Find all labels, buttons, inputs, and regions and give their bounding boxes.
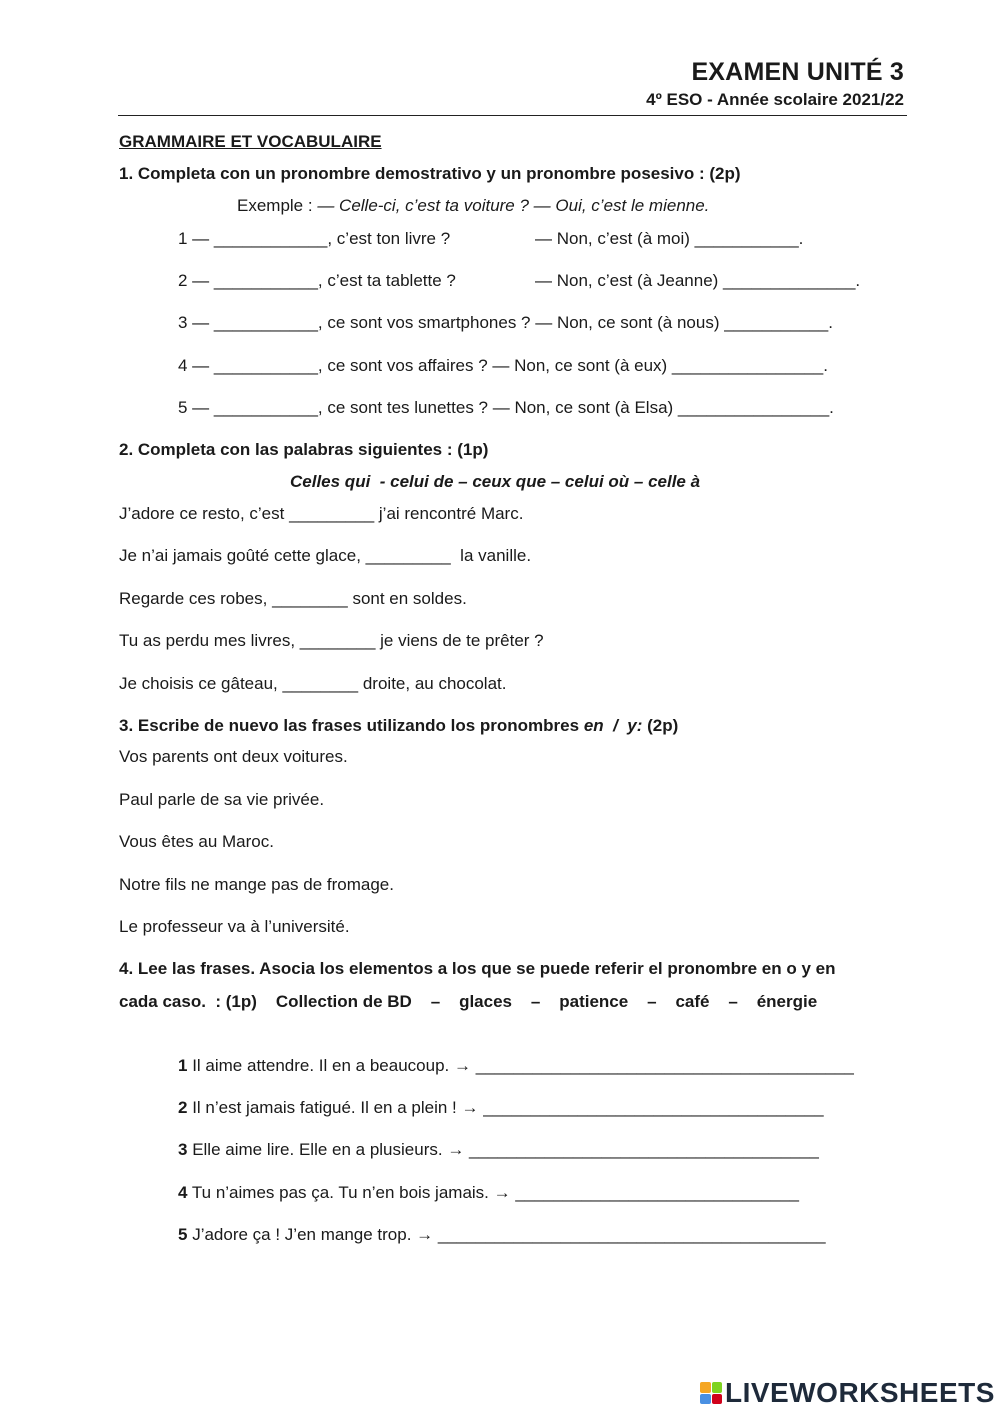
ex1-item-2-right[interactable]: — Non, c’est (à Jeanne) ______________. [535,271,861,290]
ex3-heading-pronouns: en / y: [583,716,643,735]
ex2-sentence-5[interactable]: Je choisis ce gâteau, ________ droite, au chocolat. [119,674,507,693]
arrow-right-icon: → [461,1098,479,1117]
logo-tile-4 [712,1394,723,1405]
ex2-sentence-1[interactable]: J’adore ce resto, c’est _________ j’ai rencontré Marc. [119,504,524,523]
ex4-item-4-blank[interactable]: ______________________________ [510,1183,799,1202]
ex1-heading: 1. Completa con un pronombre demostrativo y un pronombre posesivo : (2p) [119,164,741,183]
ex1-item-4[interactable]: 4 — ___________, ce sont vos affaires ? — Non, ce sont (à eux) ________________. [178,356,828,375]
ex3-sentence-2: Paul parle de sa vie privée. [119,790,325,809]
ex4-item-2[interactable] [178,1098,824,1118]
ex4-item-4-number: 4 [178,1183,188,1202]
ex1-example-label: Exemple : [237,196,318,215]
ex1-item-5[interactable]: 5 — ___________, ce sont tes lunettes ? — Non, ce sont (à Elsa) ________________. [178,398,834,417]
ex4-item-1-text: Il aime attendre. Il en a beaucoup. [187,1056,454,1075]
ex1-item-1-right[interactable]: — Non, c’est (à moi) ___________. [535,229,804,248]
arrow-right-icon: → [493,1183,511,1202]
ex4-item-1-number: 1 [178,1056,188,1075]
ex4-item-3[interactable] [178,1140,819,1160]
ex3-sentence-5: Le professeur va à l’université. [119,917,350,936]
ex3-heading-points: (2p) [642,716,679,735]
ex4-item-2-text: Il n’est jamais fatigué. Il en a plein ! [187,1098,462,1117]
ex2-sentence-2[interactable]: Je n’ai jamais goûté cette glace, _________ la vanille. [119,546,532,565]
ex4-item-3-text: Elle aime lire. Elle en a plusieurs. [187,1140,448,1159]
ex1-example-text: — Celle-ci, c’est ta voiture ? — Oui, c’est le mienne. [317,196,710,215]
arrow-right-icon: → [453,1056,471,1075]
logo-tile-1 [700,1382,711,1393]
ex4-item-4-text: Tu n’aimes pas ça. Tu n’en bois jamais. [187,1183,494,1202]
section-title: GRAMMAIRE ET VOCABULAIRE [119,132,382,151]
arrow-right-icon: → [416,1225,434,1244]
ex4-item-5-number: 5 [178,1225,188,1244]
ex2-word-bank: Celles qui - celui de – ceux que – celui où – celle à [290,472,701,491]
ex1-item-2-left[interactable]: 2 — ___________, c’est ta tablette ? [178,271,456,290]
ex3-sentence-1: Vos parents ont deux voitures. [119,747,348,766]
ex4-heading-line2: cada caso. : (1p) Collection de BD – glaces – patience – café – énergie [119,992,818,1011]
ex4-item-5[interactable] [178,1225,826,1245]
ex4-item-5-blank[interactable]: _________________________________________ [433,1225,826,1244]
ex4-item-1[interactable] [178,1056,854,1076]
ex4-item-4[interactable] [178,1183,799,1203]
liveworksheets-logo-text: LIVEWORKSHEETS [725,1377,995,1408]
header-divider [118,115,907,116]
ex4-item-2-blank[interactable]: ____________________________________ [478,1098,824,1117]
exam-subtitle: 4º ESO - Année scolaire 2021/22 [646,90,904,109]
ex3-heading [119,716,678,736]
ex4-item-1-blank[interactable]: ________________________________________ [470,1056,854,1075]
ex1-item-1-left[interactable]: 1 — ____________, c’est ton livre ? [178,229,451,248]
ex1-example [237,196,709,216]
arrow-right-icon: → [447,1140,465,1159]
ex2-sentence-3[interactable]: Regarde ces robes, ________ sont en soldes. [119,589,467,608]
liveworksheets-logo [700,1377,995,1409]
exam-title: EXAMEN UNITÉ 3 [691,58,904,86]
ex2-heading: 2. Completa con las palabras siguientes : (1p) [119,440,489,459]
ex1-item-3[interactable]: 3 — ___________, ce sont vos smartphones ? — Non, ce sont (à nous) ___________. [178,313,833,332]
ex4-item-3-number: 3 [178,1140,188,1159]
ex4-item-5-text: J’adore ça ! J’en mange trop. [187,1225,417,1244]
ex4-item-3-blank[interactable]: _____________________________________ [464,1140,819,1159]
ex4-heading-line1: 4. Lee las frases. Asocia los elementos a los que se puede referir el pronombre en o y en [119,959,836,978]
ex4-item-2-number: 2 [178,1098,188,1117]
liveworksheets-logo-icon [700,1382,722,1404]
ex3-heading-pre: 3. Escribe de nuevo las frases utilizando los pronombres [119,716,584,735]
ex3-sentence-4: Notre fils ne mange pas de fromage. [119,875,394,894]
logo-tile-2 [712,1382,723,1393]
logo-tile-3 [700,1394,711,1405]
ex2-sentence-4[interactable]: Tu as perdu mes livres, ________ je viens de te prêter ? [119,631,544,650]
ex3-sentence-3: Vous êtes au Maroc. [119,832,274,851]
